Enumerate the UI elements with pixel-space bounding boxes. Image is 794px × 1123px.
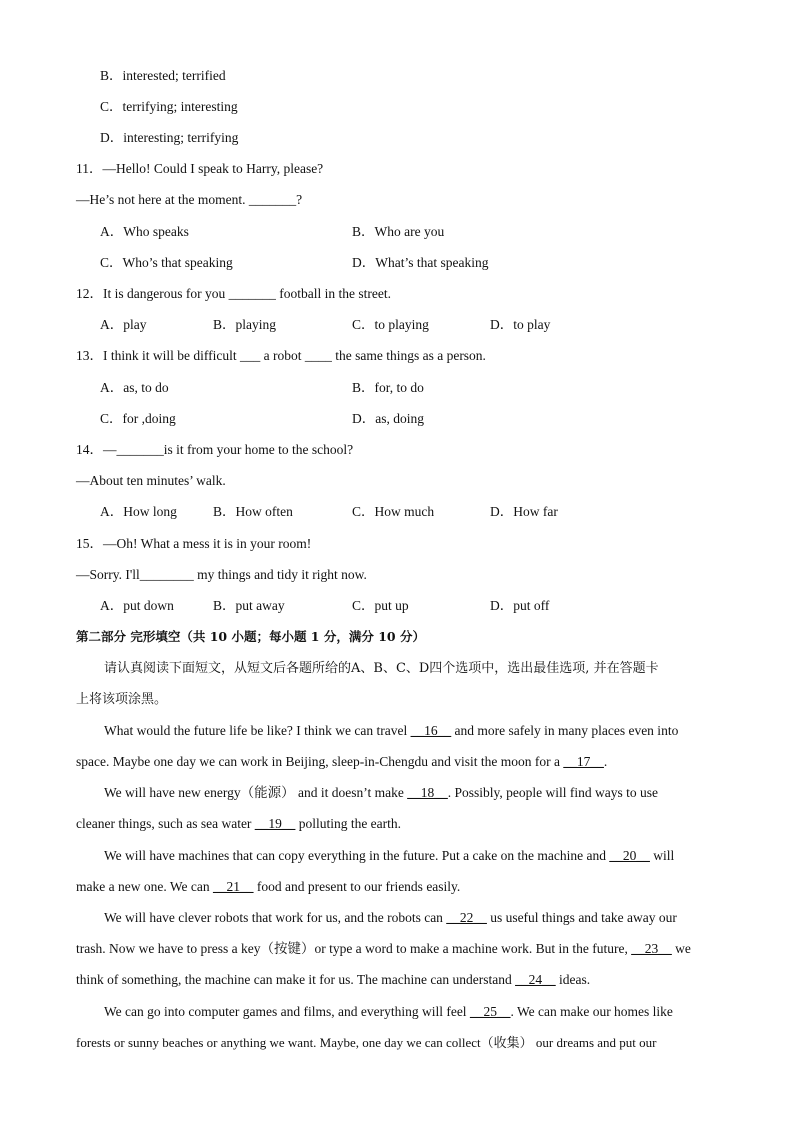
q15-option-b: B．put away bbox=[213, 598, 285, 613]
blank-25: __25__ bbox=[469, 1004, 511, 1019]
q14-option-b: B．How often bbox=[213, 504, 293, 519]
passage-text: What would the future life be like? I think we can travel bbox=[104, 723, 411, 738]
q14-stem: 14．—_______is it from your home to the school? bbox=[76, 442, 354, 457]
instruction-line-2: 上将该项涂黑。 bbox=[76, 692, 168, 707]
passage-text: polluting the earth. bbox=[295, 816, 402, 831]
passage-line bbox=[76, 753, 607, 771]
passage-line bbox=[76, 815, 401, 833]
passage-text: think of something, the machine can make it for us. The machine can understand bbox=[76, 972, 516, 987]
passage-line bbox=[104, 1003, 673, 1021]
passage-text: . Possibly, people will find ways to use bbox=[447, 785, 658, 800]
passage-line bbox=[104, 909, 677, 927]
blank-24: __24__ bbox=[515, 972, 556, 987]
passage-text: trash. Now we have to press a key（按键）or type a word to make a machine work. But in the future, bbox=[76, 941, 632, 956]
q13-option-b: B．for, to do bbox=[352, 380, 424, 395]
q15-stem: 15．—Oh! What a mess it is in your room! bbox=[76, 536, 312, 551]
passage-text: make a new one. We can bbox=[76, 879, 213, 894]
passage-line bbox=[76, 1034, 657, 1052]
q15-option-c: C．put up bbox=[352, 598, 409, 613]
passage-text: . We can make our homes like bbox=[510, 1004, 673, 1019]
passage-line bbox=[76, 971, 590, 989]
passage-text: We can go into computer games and films, and everything will feel bbox=[104, 1004, 470, 1019]
passage-text: food and present to our friends easily. bbox=[253, 879, 461, 894]
q14-option-a: A．How long bbox=[100, 504, 177, 519]
blank-16: __16__ bbox=[410, 723, 452, 738]
q10-option-d: D．interesting; terrifying bbox=[100, 130, 239, 145]
passage-text: We will have machines that can copy everything in the future. Put a cake on the machine and bbox=[104, 848, 610, 863]
passage-text: forests or sunny beaches or anything we want. Maybe, one day we can collect（收集） our dreams and put our bbox=[76, 1035, 657, 1050]
blank-21: __21__ bbox=[212, 879, 254, 894]
q11-stem: 11．—Hello! Could I speak to Harry, please? bbox=[76, 161, 324, 176]
instruction-line-1: 请认真阅读下面短文，从短文后各题所给的A、B、C、D四个选项中，选出最佳选项, 并在答题卡 bbox=[104, 661, 659, 676]
q14-line2: —About ten minutes’ walk. bbox=[76, 473, 226, 488]
q10-option-b: B．interested; terrified bbox=[100, 68, 226, 83]
q14-option-d: D．How far bbox=[490, 504, 558, 519]
passage-text: will bbox=[649, 848, 675, 863]
passage-text: and more safely in many places even into bbox=[451, 723, 679, 738]
q15-line2: —Sorry. I'll________ my things and tidy it right now. bbox=[76, 567, 367, 582]
q11-option-d: D．What’s that speaking bbox=[352, 255, 489, 270]
passage-line bbox=[104, 722, 678, 740]
passage-line bbox=[76, 940, 691, 958]
q12-option-b: B．playing bbox=[213, 317, 276, 332]
q12-stem: 12．It is dangerous for you _______ football in the street. bbox=[76, 286, 391, 301]
q10-option-c: C．terrifying; interesting bbox=[100, 99, 238, 114]
passage-text: . bbox=[603, 754, 608, 769]
q13-stem: 13．I think it will be difficult ___ a robot ____ the same things as a person. bbox=[76, 348, 486, 363]
q12-option-d: D．to play bbox=[490, 317, 551, 332]
blank-20: __20__ bbox=[609, 848, 650, 863]
blank-23: __23__ bbox=[631, 941, 672, 956]
passage-text: We will have new energy（能源） and it doesn’t make bbox=[104, 785, 408, 800]
q13-option-c: C．for ,doing bbox=[100, 411, 176, 426]
passage-line bbox=[104, 784, 658, 802]
passage-line bbox=[76, 878, 460, 896]
passage-text: cleaner things, such as sea water bbox=[76, 816, 255, 831]
q15-option-d: D．put off bbox=[490, 598, 550, 613]
passage-text: space. Maybe one day we can work in Beijing, sleep-in-Chengdu and visit the moon for a bbox=[76, 754, 564, 769]
q12-option-a: A．play bbox=[100, 317, 147, 332]
blank-17: __17__ bbox=[563, 754, 604, 769]
passage-text: we bbox=[671, 941, 691, 956]
section-heading: 第二部分 完形填空（共 10 小题；每小题 1 分，满分 10 分） bbox=[76, 629, 425, 644]
q15-option-a: A．put down bbox=[100, 598, 174, 613]
q11-line2: —He’s not here at the moment. _______? bbox=[76, 192, 303, 207]
blank-18: __18__ bbox=[407, 785, 448, 800]
q11-option-b: B．Who are you bbox=[352, 224, 445, 239]
passage-text: We will have clever robots that work for us, and the robots can bbox=[104, 910, 447, 925]
q13-option-a: A．as, to do bbox=[100, 380, 169, 395]
blank-22: __22__ bbox=[446, 910, 487, 925]
blank-19: __19__ bbox=[254, 816, 296, 831]
q14-option-c: C．How much bbox=[352, 504, 435, 519]
passage-line bbox=[104, 847, 674, 865]
q13-option-d: D．as, doing bbox=[352, 411, 424, 426]
q12-option-c: C．to playing bbox=[352, 317, 429, 332]
passage-text: us useful things and take away our bbox=[486, 910, 677, 925]
q11-option-a: A．Who speaks bbox=[100, 224, 189, 239]
q11-option-c: C．Who’s that speaking bbox=[100, 255, 233, 270]
passage-text: ideas. bbox=[555, 972, 591, 987]
